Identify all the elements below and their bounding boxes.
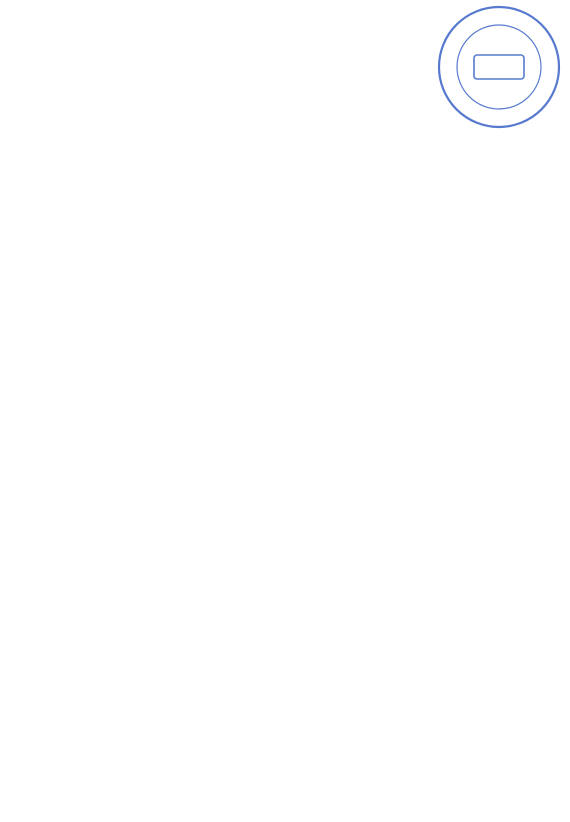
fcs-seal-stamp: [436, 4, 562, 130]
